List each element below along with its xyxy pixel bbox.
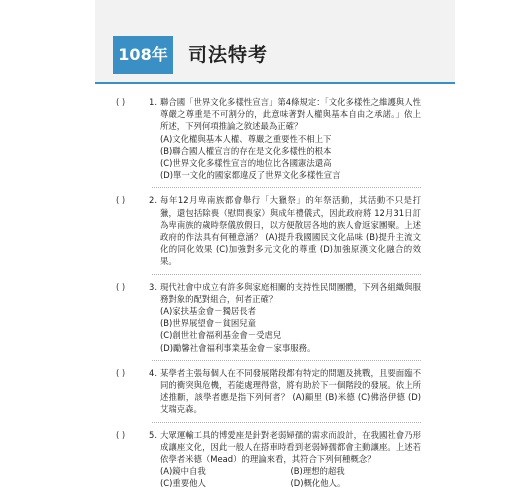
question-stem: 某學者主張每個人在不同發展階段都有特定的問題及挑戰，且要面臨不同的衝突與危機，若能處理得當，將有助於下一個階段的發展。依上所述推斷，該學者應是指下列何者？ (A)顧里 (B)米德 (C)佛洛伊德 (D)艾瑞克森。: [160, 367, 421, 415]
divider: [152, 422, 421, 423]
question-stem: 現代社會中成立有許多與家庭相關的支持性民間團體，下列各組織與服務對象的配對組合，何者正確？: [160, 281, 421, 304]
option-a[interactable]: (A)鏡中自我: [160, 466, 206, 477]
question-3: [116, 281, 421, 354]
option-c[interactable]: (C)世界文化多樣性宣言的地位比各國憲法還高: [160, 158, 332, 169]
question-number: 1.: [149, 97, 157, 107]
question-stem: 大眾運輸工具的博愛座是針對老弱婦孺的需求而設計，在我國社會乃形成讓座文化，因此一般人在搭車時看到老弱婦孺都會主動讓座。上述若依學者米德（Mead）的理論來看，其符合下列何種概念？: [160, 429, 421, 465]
question-number: 2.: [149, 195, 157, 206]
option-b[interactable]: (B)理想的超我: [290, 466, 345, 477]
option-d[interactable]: (D)單一文化的國家都違反了世界文化多樣性宣言: [160, 170, 341, 181]
question-stem: 聯合國「世界文化多樣性宣言」第4條規定：「文化多樣性之維護與人性尊嚴之尊重是不可割分的，此意味著對人權與基本自由之承諾。」依上所述，下列何項推論之敘述最為正確？: [160, 97, 421, 132]
answer-blank[interactable]: ( ): [116, 429, 126, 440]
year-badge: 108年: [113, 36, 173, 74]
question-5: [116, 429, 421, 490]
option-d[interactable]: (D)概化他人。: [290, 478, 346, 489]
question-number: 5.: [149, 429, 157, 440]
header-rule: [95, 82, 455, 84]
option-a[interactable]: (A)文化權與基本人權、尊嚴之重要性不相上下: [160, 133, 332, 144]
answer-blank[interactable]: ( ): [116, 281, 126, 292]
answer-blank[interactable]: ( ): [116, 195, 126, 206]
question-2: [116, 194, 421, 267]
question-number: 3.: [149, 281, 157, 292]
option-c[interactable]: (C)重要他人: [160, 478, 206, 489]
option-d[interactable]: (D)勵馨社會福利事業基金會－家事服務。: [160, 342, 316, 353]
option-b[interactable]: (B)聯合國人權宣言的存在是文化多樣性的根本: [160, 145, 332, 156]
question-stem: 每年12月卑南族都會舉行「大獵祭」的年祭活動，其活動不只是打獵，還包括除喪（慰問喪家）與成年禮儀式，因此政府將 12月31日訂為卑南族的歲時祭儀放假日，以方便散居各地的族人會返家團聚。上述政府的作法具有何種意涵？ (A)提升我國國民文化品味 (B)提升主流文化的同化效果 (C)加強對多元文化的尊重 (D)加強原漢文化融合的效果。: [160, 195, 421, 267]
answer-blank[interactable]: ( ): [116, 367, 126, 378]
divider: [152, 187, 421, 188]
option-c[interactable]: (C)創世社會福利基金會－受虐兒: [160, 330, 282, 341]
question-1: [116, 96, 421, 181]
divider: [152, 360, 421, 361]
question-number: 4.: [149, 367, 157, 378]
option-a[interactable]: (A)家扶基金會－獨居長者: [160, 306, 257, 317]
question-list: [116, 96, 421, 496]
question-4: [116, 367, 421, 416]
answer-blank[interactable]: ( ): [116, 97, 126, 107]
page-title: 司法特考: [188, 44, 269, 66]
divider: [152, 274, 421, 275]
option-b[interactable]: (B)世界展望會－貧困兒童: [160, 318, 257, 329]
